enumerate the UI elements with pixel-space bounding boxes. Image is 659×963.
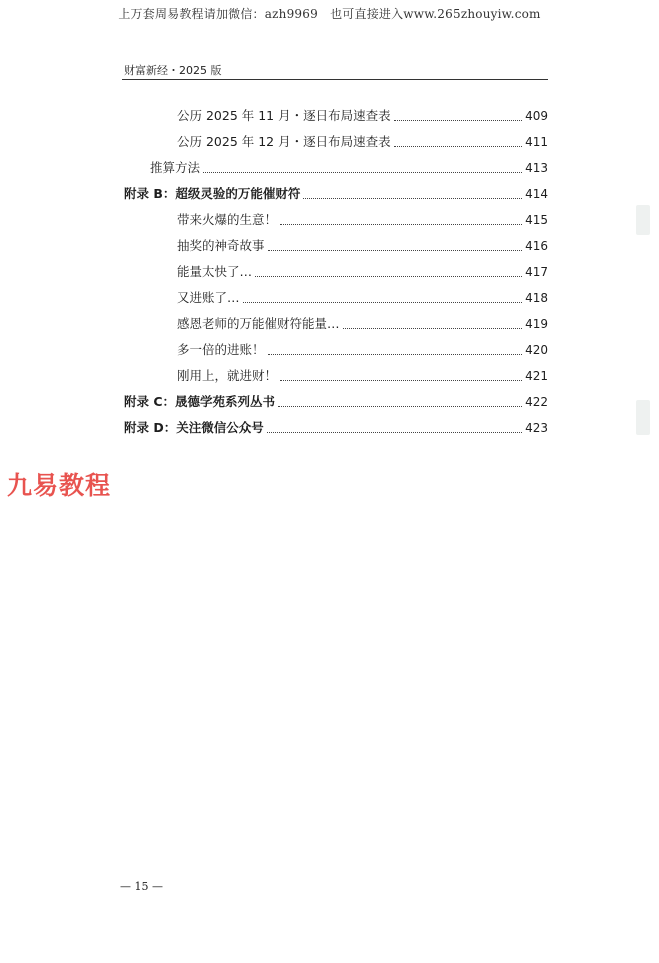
scan-edge-mark (636, 205, 650, 235)
toc-entry-title: 刚用上，就进财！ (177, 368, 278, 383)
toc-entry-title: 感恩老师的万能催财符能量… (177, 316, 340, 331)
toc-leader-dots (280, 380, 522, 381)
toc-entry[interactable] (177, 341, 548, 359)
toc-entry-page: 418 (525, 291, 548, 305)
top-watermark-text: 上万套周易教程请加微信：azh9969 也可直接进入www.265zhouyiw.com (118, 7, 541, 21)
toc-leader-dots (267, 432, 522, 433)
toc-entry-page: 419 (525, 317, 548, 331)
toc-leader-dots (255, 276, 522, 277)
toc-entry-title: 公历 2025 年 12 月・逐日布局速查表 (177, 134, 391, 149)
header-rule (122, 79, 548, 80)
toc-entry-title: 能量太快了… (177, 264, 253, 279)
toc-leader-dots (203, 172, 522, 173)
toc-entry-title: 附录 B：超级灵验的万能催财符 (124, 186, 301, 201)
toc-entry-appendix-c[interactable] (124, 393, 548, 411)
toc-entry-appendix-d[interactable] (124, 419, 548, 437)
toc-entry[interactable] (177, 133, 548, 151)
toc-leader-dots (394, 146, 522, 147)
toc-entry-appendix-b[interactable] (124, 185, 548, 203)
toc-leader-dots (343, 328, 523, 329)
toc-entry-page: 423 (525, 421, 548, 435)
toc-entry-title: 附录 C：晟德学苑系列丛书 (124, 394, 276, 409)
toc-entry-page: 411 (525, 135, 548, 149)
toc-entry-page: 413 (525, 161, 548, 175)
toc-entry-page: 409 (525, 109, 548, 123)
toc-entry-page: 415 (525, 213, 548, 227)
toc-entry-title: 推算方法 (150, 160, 201, 175)
toc-entry[interactable] (177, 289, 548, 307)
toc-entry-title: 多一倍的进账！ (177, 342, 265, 357)
toc-entry-page: 421 (525, 369, 548, 383)
toc-entry-title: 又进账了… (177, 290, 240, 305)
toc-entry-page: 422 (525, 395, 548, 409)
toc-entry[interactable] (177, 211, 548, 229)
toc-entry-page: 417 (525, 265, 548, 279)
toc-entry-page: 416 (525, 239, 548, 253)
toc-entry[interactable] (150, 159, 548, 177)
red-watermark-logo: 九易教程 (7, 471, 112, 500)
toc-entry[interactable] (177, 237, 548, 255)
toc-leader-dots (394, 120, 522, 121)
toc-leader-dots (278, 406, 522, 407)
toc-entry-title: 带来火爆的生意！ (177, 212, 278, 227)
toc-leader-dots (303, 198, 522, 199)
toc-entry[interactable] (177, 107, 548, 125)
toc-leader-dots (268, 250, 523, 251)
toc-entry[interactable] (177, 315, 548, 333)
toc-entry[interactable] (177, 367, 548, 385)
running-head: 财富新经・2025 版 (124, 64, 222, 77)
toc-entry-title: 抽奖的神奇故事 (177, 238, 265, 253)
page-number: — 15 — (120, 880, 163, 893)
toc-leader-dots (243, 302, 523, 303)
toc-leader-dots (280, 224, 522, 225)
toc-entry-page: 414 (525, 187, 548, 201)
toc-entry-title: 附录 D：关注微信公众号 (124, 420, 264, 435)
toc-entry[interactable] (177, 263, 548, 281)
toc-leader-dots (268, 354, 523, 355)
toc-entry-page: 420 (525, 343, 548, 357)
scan-edge-mark (636, 400, 650, 435)
toc-entry-title: 公历 2025 年 11 月・逐日布局速查表 (177, 108, 391, 123)
